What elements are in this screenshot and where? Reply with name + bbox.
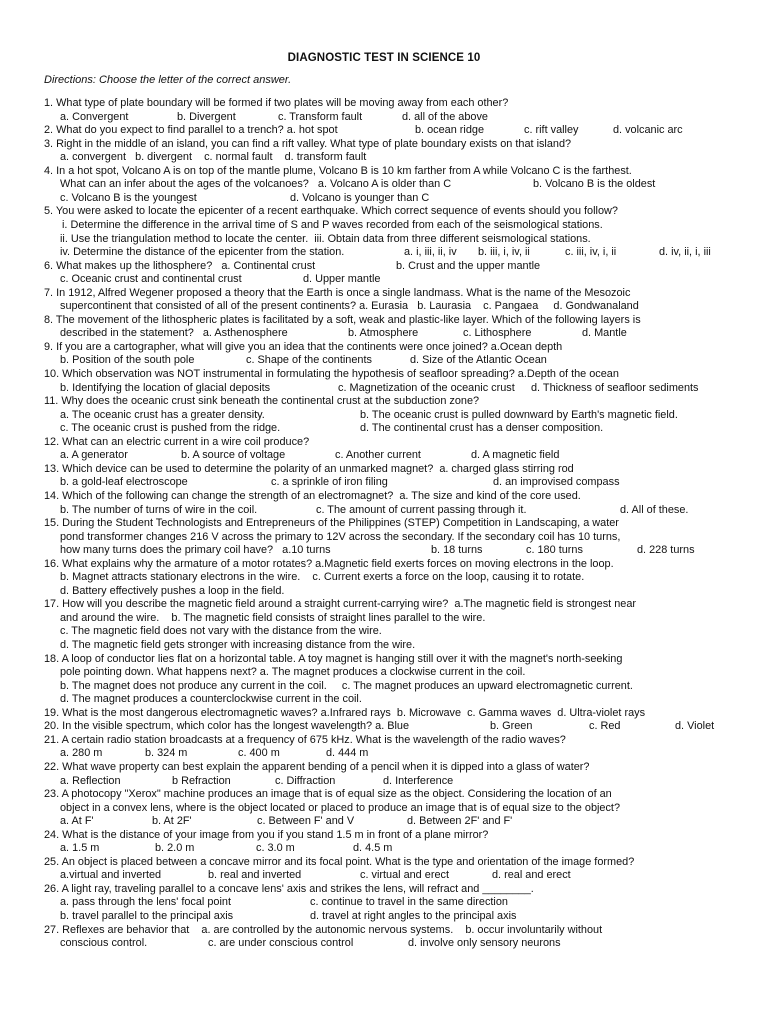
text-segment: a. pass through the lens' focal point: [60, 896, 231, 909]
text-segment: object in a convex lens, where is the object located or placed to produce an image that is of equal size to the object?: [60, 801, 621, 814]
text-segment: a. 1.5 m: [60, 842, 100, 855]
text-segment: 18. A loop of conductor lies flat on a horizontal table. A toy magnet is hanging still over it with the magnet's north-seeking: [44, 652, 623, 665]
text-segment: b. Magnet attracts stationary electrons in the wire. c. Current exerts a force on the loop, causing it to rotate.: [60, 571, 585, 584]
text-segment: a. 280 m: [60, 747, 103, 760]
text-segment: 5. You were asked to locate the epicenter of a recent earthquake. Which correct sequence of events should you follow?: [44, 205, 618, 218]
text-segment: d. Mantle: [582, 327, 627, 340]
text-segment: d. all of the above: [402, 110, 488, 123]
text-segment: a. The oceanic crust has a greater density.: [60, 408, 265, 421]
text-segment: a. convergent b. divergent c. normal fault d. transform fault: [60, 151, 367, 164]
text-segment: c. Diffraction: [275, 774, 336, 787]
text-segment: 2. What do you expect to find parallel to a trench? a. hot spot: [44, 124, 338, 137]
text-segment: c. The magnetic field does not vary with the distance from the wire.: [60, 625, 382, 638]
text-segment: b Refraction: [172, 774, 231, 787]
text-segment: b. Atmosphere: [348, 327, 419, 340]
text-segment: c. Lithosphere: [463, 327, 532, 340]
text-segment: b. Identifying the location of glacial deposits: [60, 381, 271, 394]
text-segment: 3. Right in the middle of an island, you can find a rift valley. What type of plate boundary exists on that island?: [44, 137, 572, 150]
text-segment: d. 228 turns: [637, 544, 695, 557]
text-segment: d. Battery effectively pushes a loop in the field.: [60, 584, 285, 597]
text-segment: conscious control.: [60, 937, 148, 950]
text-segment: i. Determine the difference in the arrival time of S and P waves recorded from each of the seismological stations.: [62, 218, 603, 231]
text-segment: 26. A light ray, traveling parallel to a concave lens' axis and strikes the lens, will refract and ________.: [44, 882, 534, 895]
text-segment: b. At 2F': [152, 815, 192, 828]
text-segment: c. Another current: [335, 449, 421, 462]
text-segment: c. 180 turns: [526, 544, 583, 557]
text-segment: how many turns does the primary coil have? a.10 turns: [60, 544, 331, 557]
text-segment: d. Violet: [675, 720, 715, 733]
text-segment: 1. What type of plate boundary will be formed if two plates will be moving away from each other?: [44, 97, 509, 109]
text-segment: d. an improvised compass: [493, 476, 620, 489]
text-segment: d. involve only sensory neurons: [408, 937, 561, 950]
text-segment: d. Between 2F' and F': [407, 815, 513, 828]
text-segment: 8. The movement of the lithospheric plates is facilitated by a soft, weak and plastic-like layer. Which of the following layers is: [44, 313, 641, 326]
text-segment: 17. How will you describe the magnetic field around a straight current-carrying wire? a.The magnetic field is strongest near: [44, 598, 637, 611]
text-segment: c. The oceanic crust is pushed from the ridge.: [60, 422, 281, 435]
text-segment: 15. During the Student Technologists and Entrepreneurs of the Philippines (STEP) Competition in Landscaping, a water: [44, 517, 619, 530]
text-segment: iv. Determine the distance of the epicenter from the station.: [60, 246, 345, 259]
text-segment: c. are under conscious control: [208, 937, 354, 950]
text-segment: b. The magnet does not produce any current in the coil. c. The magnet produces an upward electromagnetic current.: [60, 679, 633, 692]
text-segment: 22. What wave property can best explain the apparent bending of a pencil when it is dipped into a glass of water?: [44, 760, 590, 773]
text-segment: c. Shape of the continents: [246, 354, 372, 367]
text-segment: 21. A certain radio station broadcasts at a frequency of 675 kHz. What is the wavelength of the radio waves?: [44, 733, 566, 746]
text-segment: b. 18 turns: [431, 544, 483, 557]
text-segment: d. volcanic arc: [613, 124, 683, 137]
text-segment: 4. In a hot spot, Volcano A is on top of the mantle plume, Volcano B is 10 km farther from A while Volcano C is the farthest.: [44, 164, 632, 177]
text-segment: d. real and erect: [492, 869, 571, 882]
text-segment: b. ocean ridge: [415, 124, 485, 137]
text-segment: b. travel parallel to the principal axis: [60, 910, 234, 922]
text-segment: 6. What makes up the lithosphere? a. Continental crust: [44, 259, 316, 272]
text-segment: described in the statement? a. Asthenosphere: [60, 327, 288, 340]
text-segment: c. a sprinkle of iron filing: [271, 476, 388, 489]
text-segment: 14. Which of the following can change the strength of an electromagnet? a. The size and kind of the core used.: [44, 489, 581, 502]
text-segment: 27. Reflexes are behavior that a. are controlled by the autonomic nervous systems. b. occur involuntarily without: [44, 923, 603, 936]
directions: Directions: Choose the letter of the correct answer.: [44, 74, 292, 86]
text-segment: 19. What is the most dangerous electromagnetic waves? a.Infrared rays b. Microwave c. Gamma waves d. Ultra-violet rays: [44, 706, 646, 719]
text-segment: 7. In 1912, Alfred Wegener proposed a theory that the Earth is once a single landmass. What is the name of the Mesozoic: [44, 286, 631, 299]
text-segment: 20. In the visible spectrum, which color has the longest wavelength? a. Blue: [44, 720, 410, 733]
document-title: DIAGNOSTIC TEST IN SCIENCE 10: [287, 52, 481, 64]
text-segment: 13. Which device can be used to determine the polarity of an unmarked magnet? a. charged glass stirring rod: [44, 462, 574, 475]
text-segment: c. Volcano B is the youngest: [60, 191, 197, 204]
text-segment: d. Size of the Atlantic Ocean: [410, 354, 547, 367]
text-segment: pond transformer changes 216 V across the primary to 12V across the secondary. If the secondary coil has 10 turns,: [60, 530, 621, 543]
text-segment: a. Convergent: [60, 110, 129, 123]
text-segment: c. continue to travel in the same direction: [310, 896, 508, 909]
text-segment: d. A magnetic field: [471, 449, 560, 462]
text-segment: c. 400 m: [238, 747, 280, 760]
text-segment: c. Transform fault: [278, 110, 363, 123]
text-segment: c. Red: [589, 720, 621, 733]
text-segment: c. Oceanic crust and continental crust: [60, 273, 242, 286]
text-segment: d. Upper mantle: [303, 273, 381, 286]
text-segment: d. The magnet produces a counterclockwise current in the coil.: [60, 693, 362, 706]
text-segment: d. 4.5 m: [353, 842, 393, 855]
text-segment: d. Volcano is younger than C: [290, 191, 430, 204]
text-segment: c. rift valley: [524, 124, 579, 137]
text-segment: b. Volcano B is the oldest: [533, 178, 656, 191]
text-segment: ii. Use the triangulation method to locate the center. iii. Obtain data from three different seismological stations.: [60, 232, 591, 245]
text-segment: b. iii, i, iv, ii: [478, 246, 530, 259]
text-segment: 24. What is the distance of your image from you if you stand 1.5 m in front of a plane mirror?: [44, 828, 489, 841]
text-segment: 25. An object is placed between a concave mirror and its focal point. What is the type and orientation of the image formed?: [44, 855, 635, 868]
text-segment: d. 444 m: [326, 747, 369, 760]
text-segment: b. real and inverted: [208, 869, 302, 882]
text-segment: d. Interference: [383, 774, 454, 787]
text-segment: c. virtual and erect: [360, 869, 449, 882]
text-segment: a. A generator: [60, 449, 128, 462]
text-segment: 16. What explains why the armature of a motor rotates? a.Magnetic field exerts forces on moving electrons in the loop.: [44, 557, 614, 570]
text-segment: a. i, iii, ii, iv: [404, 246, 457, 259]
text-segment: 23. A photocopy "Xerox" machine produces an image that is of equal size as the object. Considering the location of an: [44, 788, 612, 801]
text-segment: b. 324 m: [145, 747, 188, 760]
text-segment: 10. Which observation was NOT instrumental in formulating the hypothesis of seafloor spreading? a.Depth of the ocean: [44, 368, 619, 380]
text-segment: a. At F': [60, 815, 94, 828]
text-segment: pole pointing down. What happens next? a. The magnet produces a clockwise current in the coil.: [60, 666, 526, 679]
text-segment: 11. Why does the oceanic crust sink beneath the continental crust at the subduction zone?: [44, 395, 480, 408]
text-segment: b. A source of voltage: [181, 449, 286, 462]
text-segment: a. Reflection: [60, 774, 121, 787]
text-segment: b. a gold-leaf electroscope: [60, 476, 188, 489]
text-segment: What can an infer about the ages of the volcanoes? a. Volcano A is older than C: [60, 178, 452, 191]
text-segment: 12. What can an electric current in a wire coil produce?: [44, 435, 310, 448]
text-segment: d. The continental crust has a denser composition.: [360, 422, 604, 435]
text-segment: c. Magnetization of the oceanic crust: [338, 381, 515, 394]
text-segment: and around the wire. b. The magnetic field consists of straight lines parallel to the wire.: [60, 611, 486, 624]
text-segment: c. iii, iv, i, ii: [565, 246, 617, 259]
text-segment: c. Between F' and V: [257, 815, 355, 828]
text-segment: d. iv, ii, i, iii: [659, 246, 711, 259]
text-segment: b. The number of turns of wire in the coil.: [60, 503, 258, 516]
text-segment: d. The magnetic field gets stronger with increasing distance from the wire.: [60, 639, 416, 651]
text-segment: d. travel at right angles to the principal axis: [310, 910, 517, 922]
text-segment: b. Crust and the upper mantle: [396, 259, 541, 272]
text-segment: c. The amount of current passing through it.: [316, 503, 527, 516]
text-segment: b. The oceanic crust is pulled downward by Earth's magnetic field.: [360, 408, 678, 421]
text-segment: 9. If you are a cartographer, what will give you an idea that the continents were once joined? a.Ocean depth: [44, 340, 563, 353]
text-segment: b. Green: [490, 720, 533, 733]
text-segment: d. Thickness of seafloor sediments: [531, 381, 699, 394]
text-segment: b. Position of the south pole: [60, 354, 195, 367]
text-segment: supercontinent that consisted of all of the present continents? a. Eurasia b. Laurasia c. Pangaea d. Gondwanaland: [60, 300, 639, 313]
text-segment: c. 3.0 m: [256, 842, 295, 855]
text-segment: a.virtual and inverted: [60, 869, 162, 882]
text-segment: d. All of these.: [620, 503, 689, 516]
text-segment: b. 2.0 m: [155, 842, 195, 855]
text-segment: b. Divergent: [177, 110, 236, 123]
